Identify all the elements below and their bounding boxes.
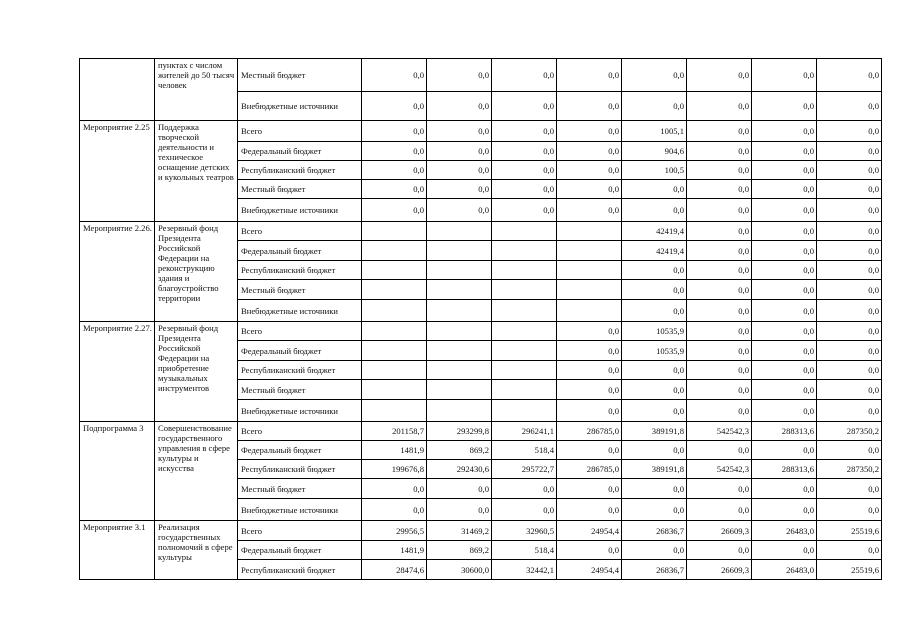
funding-source-cell: Внебюджетные источники bbox=[238, 199, 362, 222]
value-cell: 0,0 bbox=[752, 261, 817, 280]
value-cell: 0,0 bbox=[817, 361, 882, 380]
value-cell: 32442,1 bbox=[492, 560, 557, 580]
value-cell: 0,0 bbox=[817, 380, 882, 400]
value-cell: 0,0 bbox=[817, 499, 882, 521]
value-cell bbox=[557, 300, 622, 322]
value-cell: 0,0 bbox=[362, 92, 427, 121]
value-cell: 0,0 bbox=[752, 92, 817, 121]
value-cell: 0,0 bbox=[427, 121, 492, 142]
funding-source-cell: Республиканский бюджет bbox=[238, 560, 362, 580]
value-cell: 0,0 bbox=[687, 142, 752, 161]
value-cell: 0,0 bbox=[492, 499, 557, 521]
funding-source-cell: Федеральный бюджет bbox=[238, 541, 362, 560]
value-cell: 0,0 bbox=[752, 380, 817, 400]
value-cell: 26836,7 bbox=[622, 560, 687, 580]
value-cell: 0,0 bbox=[817, 541, 882, 560]
value-cell: 0,0 bbox=[427, 479, 492, 499]
value-cell: 0,0 bbox=[687, 241, 752, 261]
value-cell bbox=[362, 380, 427, 400]
funding-source-cell: Внебюджетные источники bbox=[238, 499, 362, 521]
funding-source-cell: Республиканский бюджет bbox=[238, 261, 362, 280]
measure-description-cell: Совершенствование государственного управления в сфере культуры и искусства bbox=[155, 422, 238, 521]
value-cell bbox=[492, 241, 557, 261]
funding-source-cell: Федеральный бюджет bbox=[238, 142, 362, 161]
funding-source-cell: Федеральный бюджет bbox=[238, 441, 362, 460]
value-cell: 0,0 bbox=[687, 92, 752, 121]
value-cell bbox=[362, 322, 427, 341]
value-cell: 0,0 bbox=[622, 261, 687, 280]
value-cell: 0,0 bbox=[687, 541, 752, 560]
value-cell: 0,0 bbox=[557, 361, 622, 380]
value-cell: 0,0 bbox=[557, 199, 622, 222]
table-row bbox=[80, 121, 882, 142]
table-row bbox=[80, 322, 882, 341]
measure-description-cell: Поддержка творческой деятельности и техническое оснащение детских и кукольных театров bbox=[155, 121, 238, 222]
value-cell: 0,0 bbox=[752, 59, 817, 92]
funding-source-cell: Местный бюджет bbox=[238, 180, 362, 199]
value-cell: 0,0 bbox=[427, 142, 492, 161]
value-cell: 0,0 bbox=[817, 300, 882, 322]
value-cell: 25519,6 bbox=[817, 521, 882, 541]
value-cell: 296241,1 bbox=[492, 422, 557, 441]
measure-description-cell: Резервный фонд Президента Российской Федерации на реконструкцию здания и благоустройство территории bbox=[155, 222, 238, 322]
value-cell: 0,0 bbox=[687, 261, 752, 280]
value-cell: 25519,6 bbox=[817, 560, 882, 580]
value-cell: 0,0 bbox=[492, 479, 557, 499]
value-cell: 42419,4 bbox=[622, 222, 687, 241]
value-cell: 904,6 bbox=[622, 142, 687, 161]
funding-source-cell: Республиканский бюджет bbox=[238, 161, 362, 180]
value-cell: 293299,8 bbox=[427, 422, 492, 441]
value-cell: 0,0 bbox=[492, 199, 557, 222]
value-cell: 0,0 bbox=[752, 361, 817, 380]
value-cell: 100,5 bbox=[622, 161, 687, 180]
measure-name-cell bbox=[80, 59, 155, 121]
funding-source-cell: Внебюджетные источники bbox=[238, 300, 362, 322]
measure-name-cell: Подпрограмма 3 bbox=[80, 422, 155, 521]
value-cell bbox=[492, 361, 557, 380]
value-cell: 0,0 bbox=[622, 400, 687, 422]
value-cell: 518,4 bbox=[492, 441, 557, 460]
value-cell: 0,0 bbox=[427, 161, 492, 180]
value-cell: 0,0 bbox=[362, 479, 427, 499]
value-cell: 0,0 bbox=[557, 142, 622, 161]
value-cell: 0,0 bbox=[817, 92, 882, 121]
value-cell: 0,0 bbox=[752, 400, 817, 422]
value-cell bbox=[362, 400, 427, 422]
funding-source-cell: Республиканский бюджет bbox=[238, 361, 362, 380]
value-cell: 26836,7 bbox=[622, 521, 687, 541]
value-cell: 0,0 bbox=[752, 441, 817, 460]
value-cell: 0,0 bbox=[817, 199, 882, 222]
value-cell bbox=[427, 400, 492, 422]
value-cell: 30600,0 bbox=[427, 560, 492, 580]
value-cell bbox=[492, 300, 557, 322]
value-cell: 542542,3 bbox=[687, 422, 752, 441]
value-cell: 0,0 bbox=[557, 92, 622, 121]
value-cell: 0,0 bbox=[752, 341, 817, 361]
value-cell: 0,0 bbox=[752, 161, 817, 180]
measure-name-cell: Мероприятие 2.27. bbox=[80, 322, 155, 422]
table-row bbox=[80, 59, 882, 92]
value-cell: 0,0 bbox=[492, 180, 557, 199]
value-cell: 10535,9 bbox=[622, 322, 687, 341]
value-cell: 26483,0 bbox=[752, 560, 817, 580]
value-cell: 0,0 bbox=[557, 479, 622, 499]
value-cell: 0,0 bbox=[687, 180, 752, 199]
value-cell: 26609,3 bbox=[687, 521, 752, 541]
value-cell: 288313,6 bbox=[752, 422, 817, 441]
value-cell: 287350,2 bbox=[817, 460, 882, 479]
value-cell: 0,0 bbox=[687, 400, 752, 422]
value-cell: 0,0 bbox=[557, 441, 622, 460]
value-cell: 42419,4 bbox=[622, 241, 687, 261]
value-cell: 29956,5 bbox=[362, 521, 427, 541]
value-cell: 26609,3 bbox=[687, 560, 752, 580]
value-cell: 0,0 bbox=[622, 59, 687, 92]
value-cell: 0,0 bbox=[492, 121, 557, 142]
value-cell: 201158,7 bbox=[362, 422, 427, 441]
value-cell: 1005,1 bbox=[622, 121, 687, 142]
value-cell: 542542,3 bbox=[687, 460, 752, 479]
funding-source-cell: Всего bbox=[238, 121, 362, 142]
value-cell: 518,4 bbox=[492, 541, 557, 560]
value-cell: 869,2 bbox=[427, 441, 492, 460]
value-cell: 24954,4 bbox=[557, 560, 622, 580]
value-cell bbox=[362, 241, 427, 261]
value-cell: 0,0 bbox=[362, 59, 427, 92]
value-cell: 0,0 bbox=[752, 499, 817, 521]
value-cell: 0,0 bbox=[752, 280, 817, 300]
value-cell: 0,0 bbox=[622, 499, 687, 521]
funding-source-cell: Всего bbox=[238, 222, 362, 241]
value-cell: 0,0 bbox=[817, 142, 882, 161]
value-cell: 0,0 bbox=[362, 161, 427, 180]
value-cell: 0,0 bbox=[687, 341, 752, 361]
funding-source-cell: Местный бюджет bbox=[238, 59, 362, 92]
value-cell: 0,0 bbox=[752, 222, 817, 241]
value-cell bbox=[492, 280, 557, 300]
value-cell: 0,0 bbox=[817, 400, 882, 422]
table-row bbox=[80, 521, 882, 541]
funding-source-cell: Местный бюджет bbox=[238, 380, 362, 400]
value-cell: 0,0 bbox=[362, 199, 427, 222]
value-cell: 0,0 bbox=[817, 121, 882, 142]
value-cell: 0,0 bbox=[817, 280, 882, 300]
value-cell: 0,0 bbox=[557, 400, 622, 422]
measure-name-cell: Мероприятие 2.26. bbox=[80, 222, 155, 322]
value-cell: 389191,8 bbox=[622, 422, 687, 441]
value-cell: 0,0 bbox=[687, 280, 752, 300]
value-cell bbox=[427, 341, 492, 361]
value-cell: 0,0 bbox=[492, 142, 557, 161]
funding-source-cell: Местный бюджет bbox=[238, 280, 362, 300]
value-cell: 0,0 bbox=[817, 322, 882, 341]
value-cell: 0,0 bbox=[622, 441, 687, 460]
funding-source-cell: Всего bbox=[238, 422, 362, 441]
value-cell: 0,0 bbox=[622, 92, 687, 121]
value-cell bbox=[362, 222, 427, 241]
value-cell bbox=[557, 261, 622, 280]
value-cell: 0,0 bbox=[752, 541, 817, 560]
value-cell: 0,0 bbox=[427, 499, 492, 521]
value-cell: 1481,9 bbox=[362, 541, 427, 560]
value-cell: 0,0 bbox=[362, 142, 427, 161]
value-cell: 0,0 bbox=[622, 479, 687, 499]
value-cell: 0,0 bbox=[557, 499, 622, 521]
value-cell bbox=[427, 322, 492, 341]
value-cell: 0,0 bbox=[492, 92, 557, 121]
funding-source-cell: Внебюджетные источники bbox=[238, 400, 362, 422]
value-cell: 0,0 bbox=[362, 180, 427, 199]
value-cell bbox=[557, 280, 622, 300]
value-cell bbox=[362, 361, 427, 380]
value-cell: 1481,9 bbox=[362, 441, 427, 460]
value-cell: 286785,0 bbox=[557, 460, 622, 479]
value-cell: 0,0 bbox=[362, 121, 427, 142]
value-cell: 287350,2 bbox=[817, 422, 882, 441]
value-cell: 0,0 bbox=[557, 322, 622, 341]
value-cell: 0,0 bbox=[622, 180, 687, 199]
measure-description-cell: Реализация государственных полномочий в сфере культуры bbox=[155, 521, 238, 580]
value-cell: 0,0 bbox=[622, 380, 687, 400]
value-cell bbox=[557, 241, 622, 261]
value-cell bbox=[362, 300, 427, 322]
value-cell bbox=[492, 341, 557, 361]
value-cell bbox=[492, 261, 557, 280]
value-cell: 0,0 bbox=[687, 222, 752, 241]
funding-source-cell: Всего bbox=[238, 322, 362, 341]
value-cell: 0,0 bbox=[427, 180, 492, 199]
funding-source-cell: Всего bbox=[238, 521, 362, 541]
value-cell: 24954,4 bbox=[557, 521, 622, 541]
value-cell: 0,0 bbox=[817, 241, 882, 261]
value-cell: 0,0 bbox=[817, 479, 882, 499]
value-cell: 0,0 bbox=[687, 361, 752, 380]
value-cell: 10535,9 bbox=[622, 341, 687, 361]
value-cell: 0,0 bbox=[492, 161, 557, 180]
value-cell: 0,0 bbox=[687, 161, 752, 180]
value-cell: 0,0 bbox=[687, 479, 752, 499]
value-cell bbox=[492, 400, 557, 422]
value-cell: 0,0 bbox=[557, 121, 622, 142]
value-cell bbox=[427, 280, 492, 300]
funding-source-cell: Федеральный бюджет bbox=[238, 241, 362, 261]
value-cell: 0,0 bbox=[622, 280, 687, 300]
value-cell bbox=[492, 222, 557, 241]
budget-table-body bbox=[80, 59, 882, 580]
value-cell: 0,0 bbox=[817, 59, 882, 92]
value-cell: 0,0 bbox=[687, 499, 752, 521]
value-cell bbox=[492, 380, 557, 400]
value-cell: 0,0 bbox=[817, 180, 882, 199]
value-cell: 0,0 bbox=[557, 541, 622, 560]
value-cell: 0,0 bbox=[492, 59, 557, 92]
value-cell: 0,0 bbox=[557, 180, 622, 199]
value-cell: 0,0 bbox=[817, 441, 882, 460]
value-cell: 0,0 bbox=[817, 341, 882, 361]
measure-name-cell: Мероприятие 2.25 bbox=[80, 121, 155, 222]
value-cell: 292430,6 bbox=[427, 460, 492, 479]
value-cell bbox=[362, 341, 427, 361]
value-cell: 0,0 bbox=[622, 199, 687, 222]
table-row bbox=[80, 422, 882, 441]
value-cell bbox=[427, 380, 492, 400]
table-row bbox=[80, 222, 882, 241]
budget-table bbox=[79, 58, 882, 580]
value-cell bbox=[427, 261, 492, 280]
value-cell: 0,0 bbox=[687, 121, 752, 142]
value-cell: 0,0 bbox=[817, 161, 882, 180]
funding-source-cell: Местный бюджет bbox=[238, 479, 362, 499]
value-cell: 0,0 bbox=[752, 142, 817, 161]
value-cell bbox=[362, 280, 427, 300]
value-cell: 0,0 bbox=[687, 322, 752, 341]
value-cell: 32960,5 bbox=[492, 521, 557, 541]
value-cell: 0,0 bbox=[557, 341, 622, 361]
value-cell bbox=[362, 261, 427, 280]
funding-source-cell: Федеральный бюджет bbox=[238, 341, 362, 361]
value-cell: 0,0 bbox=[557, 59, 622, 92]
measure-description-cell: пунктах с числом жителей до 50 тысяч человек bbox=[155, 59, 238, 121]
value-cell: 0,0 bbox=[557, 380, 622, 400]
funding-source-cell: Внебюджетные источники bbox=[238, 92, 362, 121]
value-cell: 288313,6 bbox=[752, 460, 817, 479]
measure-name-cell: Мероприятие 3.1 bbox=[80, 521, 155, 580]
value-cell: 0,0 bbox=[687, 300, 752, 322]
value-cell bbox=[427, 361, 492, 380]
value-cell: 0,0 bbox=[752, 479, 817, 499]
value-cell: 0,0 bbox=[752, 241, 817, 261]
value-cell bbox=[427, 241, 492, 261]
value-cell bbox=[557, 222, 622, 241]
measure-description-cell: Резервный фонд Президента Российской Федерации на приобретение музыкальных инструментов bbox=[155, 322, 238, 422]
value-cell: 0,0 bbox=[752, 199, 817, 222]
value-cell: 286785,0 bbox=[557, 422, 622, 441]
value-cell: 0,0 bbox=[752, 322, 817, 341]
value-cell: 0,0 bbox=[362, 499, 427, 521]
value-cell bbox=[492, 322, 557, 341]
value-cell: 0,0 bbox=[622, 541, 687, 560]
value-cell: 0,0 bbox=[557, 161, 622, 180]
funding-source-cell: Республиканский бюджет bbox=[238, 460, 362, 479]
budget-table-page bbox=[79, 58, 882, 580]
value-cell: 0,0 bbox=[687, 441, 752, 460]
value-cell: 0,0 bbox=[427, 59, 492, 92]
value-cell: 26483,0 bbox=[752, 521, 817, 541]
value-cell: 0,0 bbox=[752, 121, 817, 142]
value-cell: 0,0 bbox=[752, 180, 817, 199]
value-cell: 295722,7 bbox=[492, 460, 557, 479]
value-cell: 0,0 bbox=[687, 199, 752, 222]
value-cell: 31469,2 bbox=[427, 521, 492, 541]
value-cell: 869,2 bbox=[427, 541, 492, 560]
value-cell bbox=[427, 222, 492, 241]
value-cell bbox=[427, 300, 492, 322]
value-cell: 0,0 bbox=[427, 199, 492, 222]
value-cell: 0,0 bbox=[687, 380, 752, 400]
value-cell: 0,0 bbox=[622, 361, 687, 380]
value-cell: 0,0 bbox=[752, 300, 817, 322]
value-cell: 199676,8 bbox=[362, 460, 427, 479]
value-cell: 0,0 bbox=[622, 300, 687, 322]
value-cell: 0,0 bbox=[817, 222, 882, 241]
value-cell: 389191,8 bbox=[622, 460, 687, 479]
value-cell: 28474,6 bbox=[362, 560, 427, 580]
value-cell: 0,0 bbox=[817, 261, 882, 280]
value-cell: 0,0 bbox=[427, 92, 492, 121]
value-cell: 0,0 bbox=[687, 59, 752, 92]
